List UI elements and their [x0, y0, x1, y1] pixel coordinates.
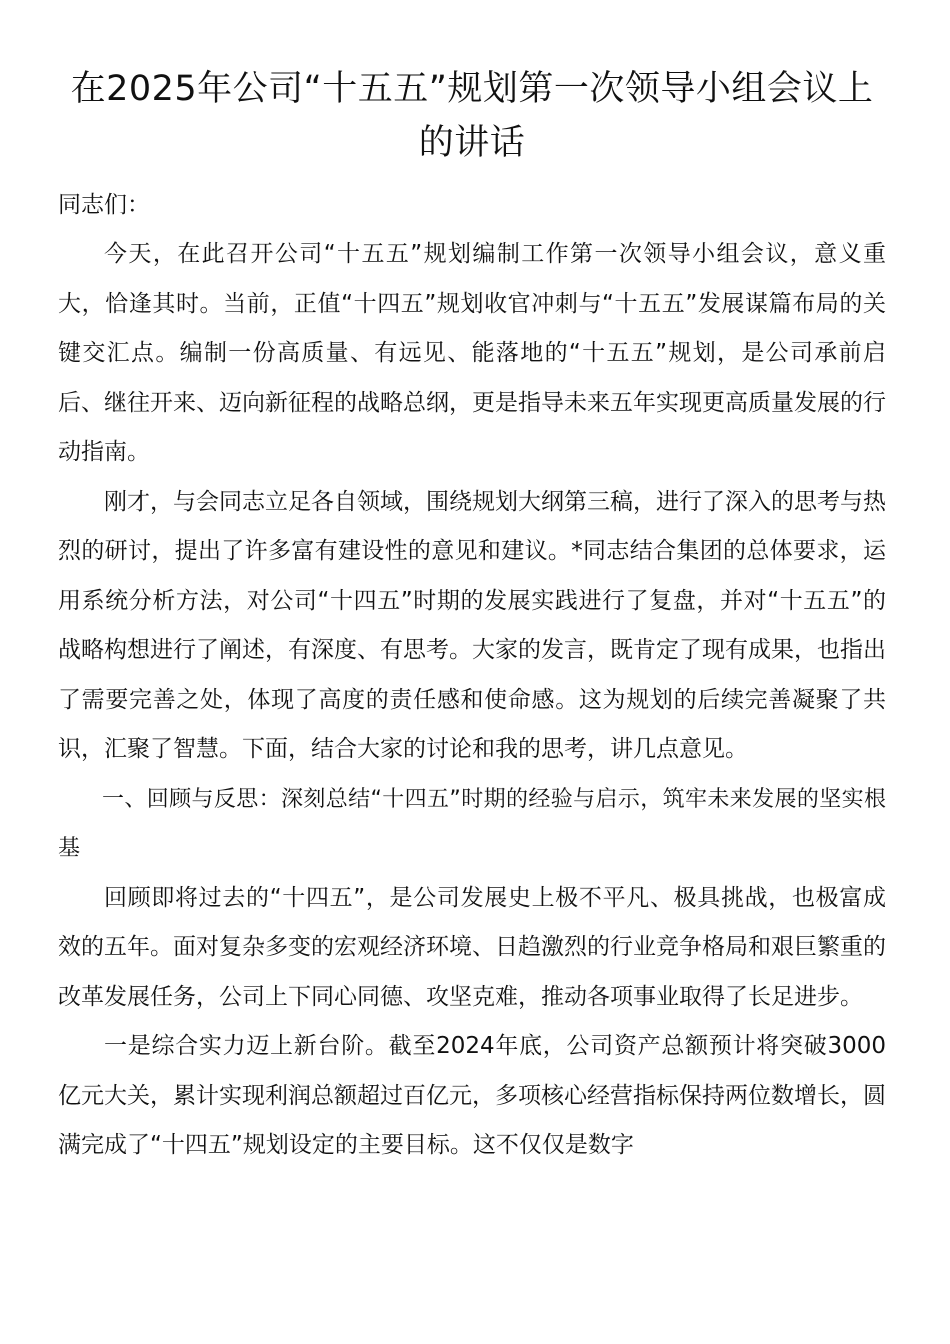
paragraph-review: 回顾即将过去的“十四五”，是公司发展史上极不平凡、极具挑战，也极富成效的五年。面对复杂多变的宏观经济环境、日趋激烈的行业竞争格局和艰巨繁重的改革发展任务，公司上下同心同德、攻坚克难，推动各项事业取得了长足进步。 [58, 884, 886, 1010]
document-title: 在2025年公司“十五五”规划第一次领导小组会议上的讲话 [70, 69, 874, 163]
paragraph-opening: 今天，在此召开公司“十五五”规划编制工作第一次领导小组会议，意义重大，恰逢其时。当前，正值“十四五”规划收官冲刺与“十五五”发展谋篇布局的关键交汇点。编制一份高质量、有远见、能落地的“十五五”规划，是公司承前启后、继往开来、迈向新征程的战略总纲，更是指导未来五年实现更高质量发展的行动指南。 [58, 241, 886, 465]
paragraph-point-1: 一是综合实力迈上新台阶。截至2024年底，公司资产总额预计将突破3000亿元大关，累计实现利润总额超过百亿元，多项核心经营指标保持两位数增长，圆满完成了“十四五”规划设定的主要目标。这不仅仅是数字 [58, 1033, 886, 1158]
paragraph-discussion: 刚才，与会同志立足各自领域，围绕规划大纲第三稿，进行了深入的思考与热烈的研讨，提出了许多富有建设性的意见和建议。*同志结合集团的总体要求，运用系统分析方法，对公司“十四五”时期的发展实践进行了复盘，并对“十五五”的战略构想进行了阐述，有深度、有思考。大家的发言，既肯定了现有成果，也指出了需要完善之处，体现了高度的责任感和使命感。这为规划的后续完善凝聚了共识，汇聚了智慧。下面，结合大家的讨论和我的思考，讲几点意见。 [58, 488, 886, 762]
section-heading-1: 一、回顾与反思：深刻总结“十四五”时期的经验与启示，筑牢未来发展的坚实根基 [58, 786, 886, 861]
salutation: 同志们： [58, 192, 150, 218]
